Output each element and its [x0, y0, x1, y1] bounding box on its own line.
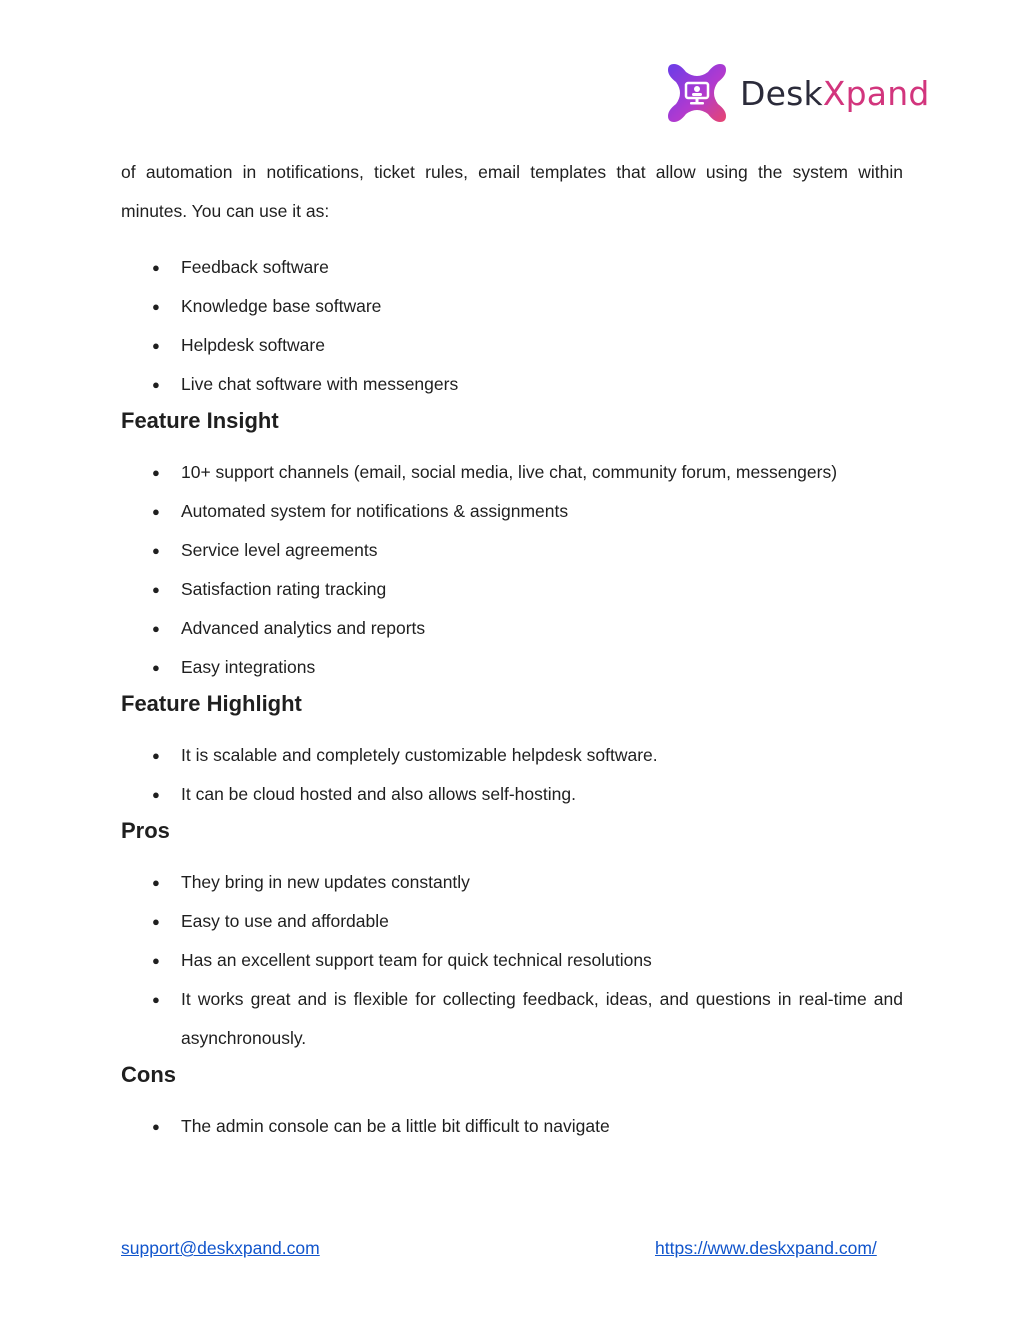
- list-item: ● Feedback software: [121, 248, 903, 287]
- list-item: ● Easy integrations: [121, 648, 903, 687]
- cons-list: [121, 1107, 903, 1146]
- list-item: ● It works great and is flexible for collecting feedback, ideas, and questions in real-time and asynchronously.: [121, 980, 903, 1058]
- pros-list: [121, 863, 903, 1058]
- list-item: ● The admin console can be a little bit difficult to navigate: [121, 1107, 903, 1146]
- feature-insight-list: [121, 453, 903, 687]
- brand-logo: [664, 60, 929, 126]
- list-item: ● Service level agreements: [121, 531, 903, 570]
- document-body: [121, 153, 903, 1146]
- brand-name-desk: Desk: [740, 73, 823, 113]
- brand-name-xpand: Xpand: [822, 73, 930, 113]
- list-item: ● It can be cloud hosted and also allows self-hosting.: [121, 775, 903, 814]
- deskxpand-logo-icon: [664, 60, 730, 126]
- feature-insight-heading: Feature Insight: [121, 408, 279, 433]
- list-item: ● Automated system for notifications & assignments: [121, 492, 903, 531]
- intro-paragraph: of automation in notifications, ticket rules, email templates that allow using the system within minutes. You can use it as:: [121, 162, 903, 221]
- list-item: ● Has an excellent support team for quick technical resolutions: [121, 941, 903, 980]
- list-item: ● It is scalable and completely customizable helpdesk software.: [121, 736, 903, 775]
- list-item: ● Knowledge base software: [121, 287, 903, 326]
- support-email-link[interactable]: support@deskxpand.com: [121, 1238, 320, 1258]
- list-item: ● 10+ support channels (email, social media, live chat, community forum, messengers): [121, 453, 903, 492]
- pros-heading: Pros: [121, 818, 170, 843]
- brand-name: [740, 73, 930, 113]
- list-item: ● Satisfaction rating tracking: [121, 570, 903, 609]
- uses-list: [121, 248, 903, 404]
- list-item: ● Live chat software with messengers: [121, 365, 903, 404]
- website-link[interactable]: https://www.deskxpand.com/: [655, 1238, 877, 1258]
- list-item: ● Easy to use and affordable: [121, 902, 903, 941]
- list-item: ● Helpdesk software: [121, 326, 903, 365]
- feature-highlight-list: [121, 736, 903, 814]
- list-item: ● They bring in new updates constantly: [121, 863, 903, 902]
- list-item: ● Advanced analytics and reports: [121, 609, 903, 648]
- feature-highlight-heading: Feature Highlight: [121, 691, 302, 716]
- cons-heading: Cons: [121, 1062, 176, 1087]
